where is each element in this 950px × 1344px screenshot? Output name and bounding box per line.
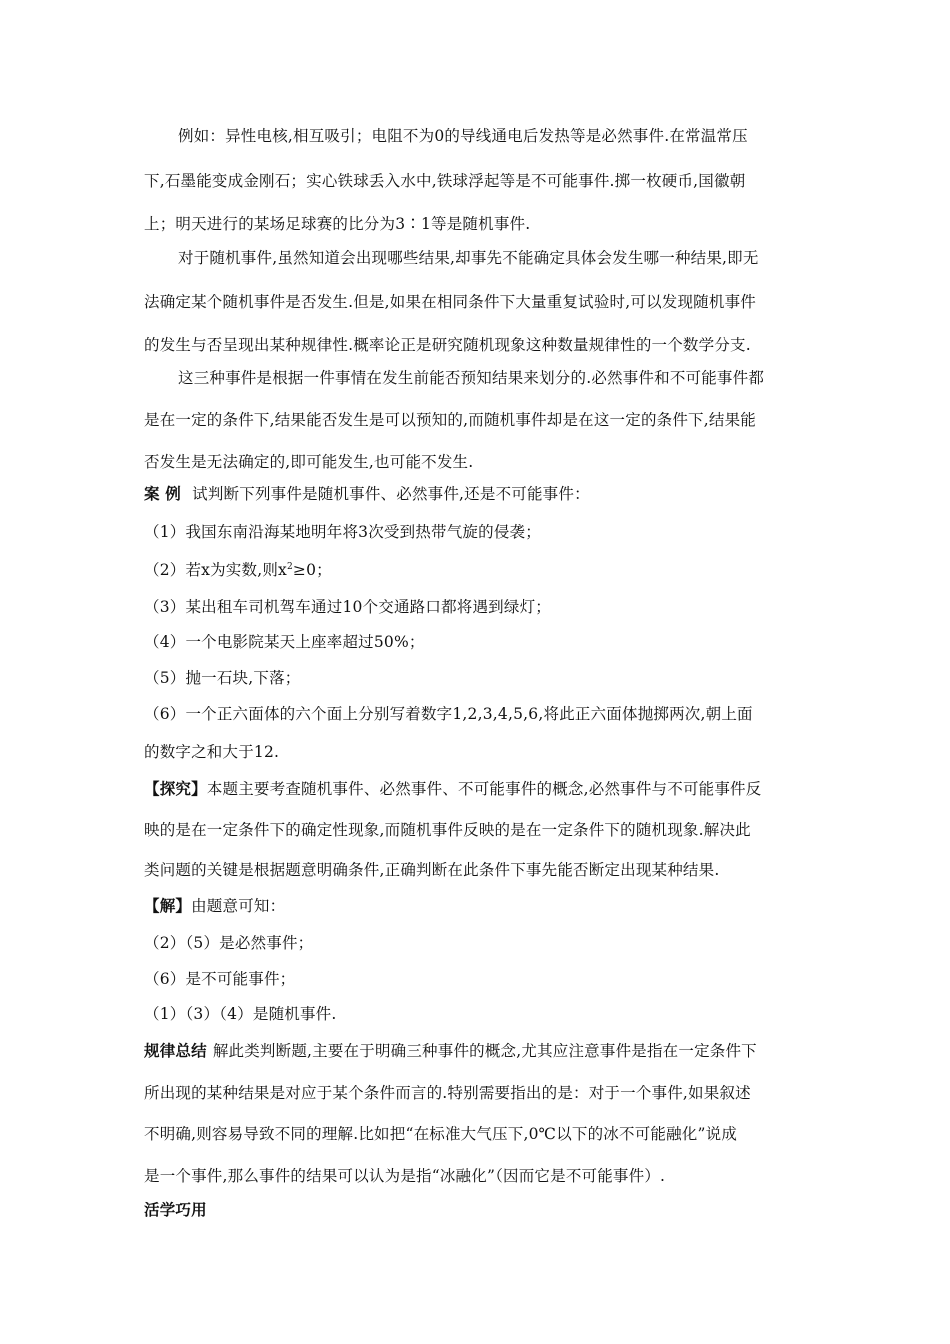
practice-heading: 活学巧用: [144, 1201, 207, 1219]
paragraph-2-line-3: 的发生与否呈现出某种规律性.概率论正是研究随机现象这种数量规律性的一个数学分支.: [144, 336, 751, 354]
case-item-6-line-2: 的数字之和大于12.: [144, 743, 280, 761]
case-item-2-text: （2）若x为实数,则x: [144, 561, 287, 579]
explore-text-1: 本题主要考查随机事件、必然事件、不可能事件的概念,必然事件与不可能事件反: [206, 780, 762, 798]
case-item-2-exponent: 2: [286, 561, 293, 572]
case-item-4: （4）一个电影院某天上座率超过50%；: [144, 633, 425, 651]
case-label: 案 例: [144, 485, 181, 503]
case-item-2: [144, 560, 332, 580]
case-item-3: （3）某出租车司机驾车通过10个交通路口都将遇到绿灯；: [144, 598, 551, 616]
explore-line-2: 映的是在一定条件下的确定性现象,而随机事件反映的是在一定条件下的随机现象.解决此: [144, 821, 751, 839]
paragraph-1-line-1: 例如：异性电核,相互吸引；电阻不为0的导线通电后发热等是必然事件.在常温常压: [178, 127, 748, 145]
solution-line-2: （6）是不可能事件；: [144, 970, 296, 988]
summary-line-3: 不明确,则容易导致不同的理解.比如把“在标准大气压下,0℃以下的冰不可能融化”说成: [144, 1125, 738, 1143]
paragraph-1-line-3: 上；明天进行的某场足球赛的比分为3∶1等是随机事件.: [144, 215, 531, 233]
summary-line-4: 是一个事件,那么事件的结果可以认为是指“冰融化”（因而它是不可能事件）.: [144, 1167, 666, 1185]
solution-label: 【解】: [144, 897, 192, 915]
summary-text-1: 解此类判断题,主要在于明确三种事件的概念,尤其应注意事件是指在一定条件下: [212, 1042, 757, 1060]
case-item-5: （5）抛一石块,下落；: [144, 669, 301, 687]
summary-label: 规律总结: [144, 1042, 207, 1060]
case-item-2-tail: ≥0；: [292, 561, 332, 579]
case-item-6-line-1: （6）一个正六面体的六个面上分别写着数字1,2,3,4,5,6,将此正六面体抛掷两次,朝上面: [144, 705, 753, 723]
paragraph-3-line-1: 这三种事件是根据一件事情在发生前能否预知结果来划分的.必然事件和不可能事件都: [178, 369, 765, 387]
explore-label: 【探究】: [144, 780, 207, 798]
solution-intro: 由题意可知：: [191, 897, 286, 915]
case-item-1: （1）我国东南沿海某地明年将3次受到热带气旋的侵袭；: [144, 523, 541, 541]
solution-line-1: （2）（5）是必然事件；: [144, 934, 314, 952]
case-prompt: 试判断下列事件是随机事件、必然事件,还是不可能事件：: [192, 485, 590, 503]
explore-line-1: [144, 779, 761, 799]
paragraph-2-line-1: 对于随机事件,虽然知道会出现哪些结果,却事先不能确定具体会发生哪一种结果,即无: [178, 249, 759, 267]
explore-line-3: 类问题的关键是根据题意明确条件,正确判断在此条件下事先能否断定出现某种结果.: [144, 861, 720, 879]
solution-line-3: （1）（3）（4）是随机事件.: [144, 1005, 337, 1023]
case-heading: [144, 484, 590, 504]
solution-heading: [144, 896, 285, 916]
summary-line-2: 所出现的某种结果是对应于某个条件而言的.特别需要指出的是：对于一个事件,如果叙述: [144, 1084, 751, 1102]
paragraph-1-line-2: 下,石墨能变成金刚石；实心铁球丢入水中,铁球浮起等是不可能事件.掷一枚硬币,国徽朝: [144, 172, 746, 190]
paragraph-2-line-2: 法确定某个随机事件是否发生.但是,如果在相同条件下大量重复试验时,可以发现随机事件: [144, 293, 756, 311]
paragraph-3-line-2: 是在一定的条件下,结果能否发生是可以预知的,而随机事件却是在这一定的条件下,结果能: [144, 411, 756, 429]
summary-line-1: [144, 1041, 757, 1061]
paragraph-3-line-3: 否发生是无法确定的,即可能发生,也可能不发生.: [144, 453, 474, 471]
